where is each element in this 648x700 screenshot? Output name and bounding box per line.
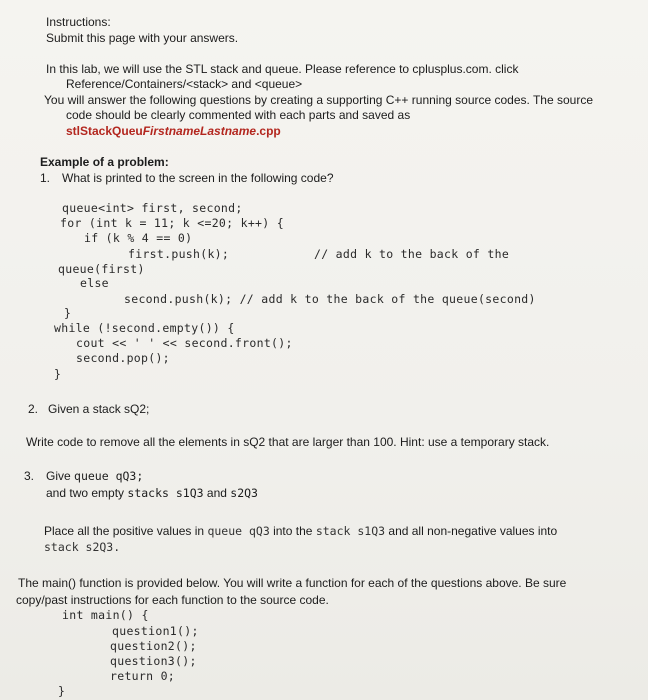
- filename-ext: .cpp: [256, 124, 281, 138]
- q2-number: 2.: [28, 402, 39, 416]
- intro-line-4: code should be clearly commented with each parts and saved as: [66, 108, 411, 122]
- main-line-1: The main() function is provided below. You will write a function for each of the questions above. Be sure: [18, 576, 567, 590]
- q1-number: 1.: [40, 171, 51, 185]
- q3-line-1: [46, 469, 143, 483]
- filename: [66, 124, 281, 138]
- intro-line-2: Reference/Containers/<stack> and <queue>: [66, 77, 303, 91]
- code-line: if (k % 4 == 0): [84, 231, 193, 245]
- code-line: queue<int> first, second;: [62, 201, 243, 215]
- q3-stacks-code: stacks s1Q3: [127, 486, 204, 500]
- q3-give-code: queue qQ3;: [74, 469, 144, 483]
- filename-name: FirstnameLastname: [142, 124, 257, 138]
- code-line: first.push(k);: [128, 247, 230, 261]
- example-title: Example of a problem:: [40, 155, 169, 169]
- main-code-line: int main() {: [62, 608, 149, 622]
- main-code-line: }: [58, 684, 66, 698]
- code-line: while (!second.empty()) {: [54, 321, 235, 335]
- code-line: queue(first): [58, 262, 145, 276]
- main-line-2: copy/past instructions for each function to the source code.: [16, 593, 329, 607]
- intro-line-3: You will answer the following questions by creating a supporting C++ running source codes. The source: [44, 93, 593, 107]
- instructions-label: Instructions:: [46, 15, 111, 29]
- q3-give-text: Give: [46, 469, 71, 483]
- code-line: cout << ' ' << second.front();: [76, 336, 293, 350]
- code-line: }: [54, 367, 62, 381]
- q1-text: What is printed to the screen in the following code?: [62, 171, 334, 185]
- q3-empty-text: and two empty: [46, 486, 125, 500]
- code-line: }: [64, 306, 72, 320]
- q3-and-text: and: [206, 486, 227, 500]
- q3-place-text-1: Place all the positive values in: [44, 524, 205, 538]
- code-comment: // add k to the back of the: [314, 247, 510, 261]
- q3-line-2: [46, 486, 258, 500]
- q3-place-text-2: into the: [273, 524, 313, 538]
- q3-place-code-2: stack s1Q3: [315, 524, 386, 538]
- main-code-line: question1();: [112, 624, 199, 638]
- intro-line-1: In this lab, we will use the STL stack and queue. Please reference to cplusplus.com. click: [46, 62, 519, 76]
- q3-place-text-3: and all non-negative values into: [388, 524, 558, 538]
- main-code-line: return 0;: [110, 669, 176, 683]
- q3-place-line-1: [44, 524, 557, 538]
- q3-number: 3.: [24, 469, 35, 483]
- q3-s2-code: s2Q3: [230, 486, 258, 500]
- q2-line-1: Given a stack sQ2;: [48, 402, 150, 416]
- q3-place-code-1: queue qQ3: [207, 524, 270, 538]
- code-line: for (int k = 11; k <=20; k++) {: [60, 216, 284, 230]
- main-code-line: question2();: [110, 639, 197, 653]
- code-line: second.push(k); // add k to the back of the queue(second): [124, 292, 536, 306]
- code-line: second.pop();: [76, 351, 170, 365]
- q2-line-2: Write code to remove all the elements in sQ2 that are larger than 100. Hint: use a temporary stack.: [26, 435, 550, 449]
- filename-base: stlStackQueu: [66, 124, 143, 138]
- main-code-line: question3();: [110, 654, 197, 668]
- q3-place-code-3: stack s2Q3.: [44, 540, 121, 554]
- submit-line: Submit this page with your answers.: [46, 31, 239, 45]
- code-line: else: [80, 276, 109, 290]
